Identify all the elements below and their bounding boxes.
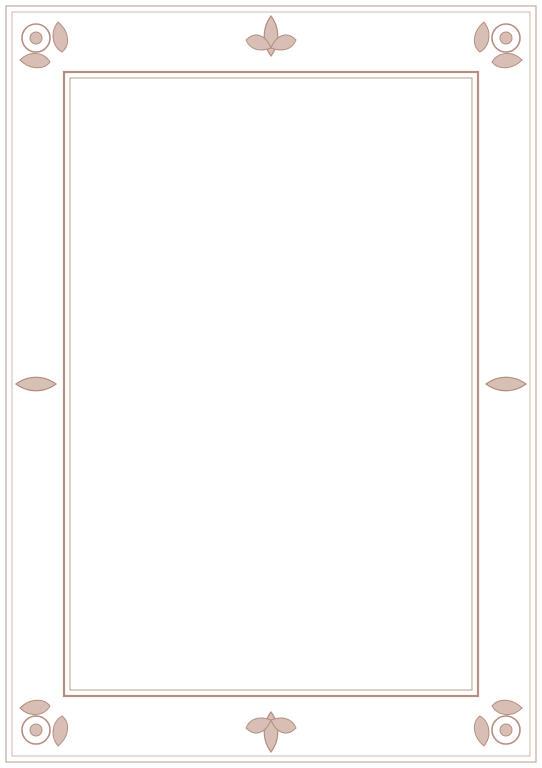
bottom-center-crest [246, 712, 296, 752]
corner-flourish-bottom-left [20, 700, 68, 746]
frame-inner-border [64, 72, 478, 696]
frame-outer-band [6, 6, 536, 762]
corner-flourish-bottom-right [474, 700, 522, 746]
left-center-crest [16, 377, 56, 391]
corner-flourish-top-right [474, 22, 522, 68]
right-center-crest [486, 377, 526, 391]
top-center-crest [246, 16, 296, 56]
corner-flourish-top-left [20, 22, 68, 68]
